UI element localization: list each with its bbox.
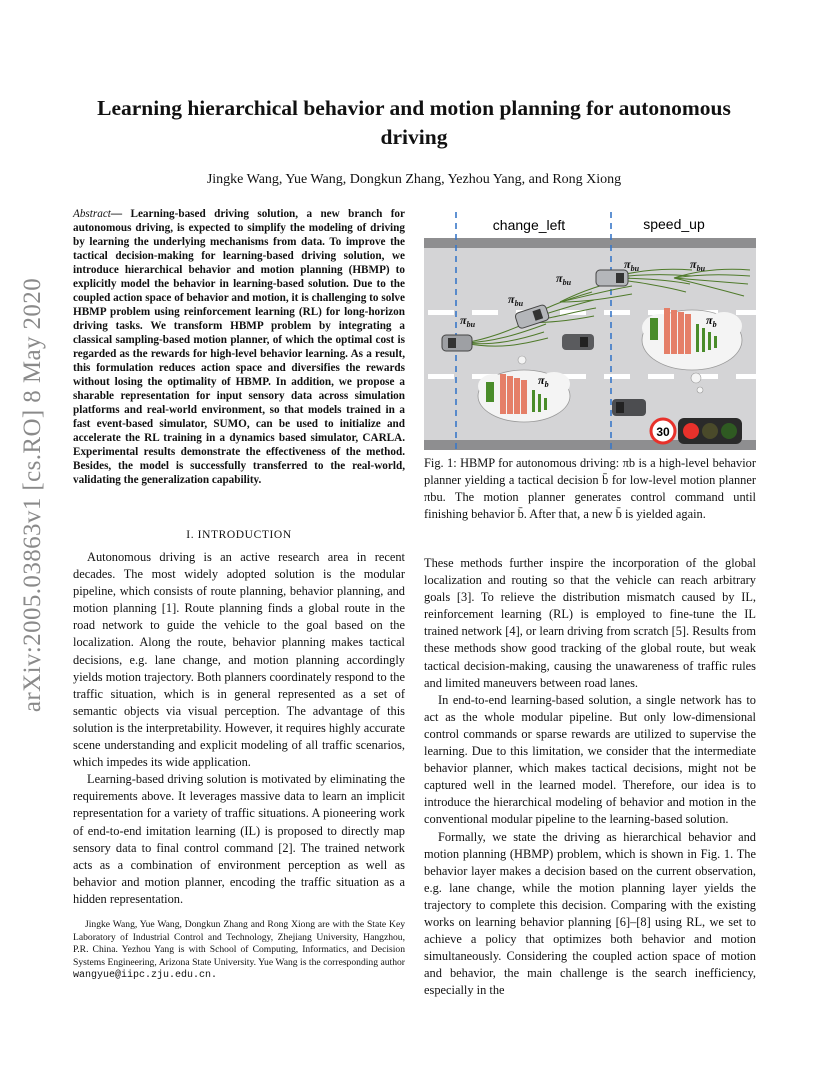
footnote-email: wangyue@iipc.zju.edu.cn. <box>73 970 218 981</box>
left-column-body <box>73 549 405 908</box>
figure-caption: Fig. 1: HBMP for autonomous driving: πb is a high-level behavior planner yielding a tactical decision b̄ for low-level motion planner πbu. The motion planner generates control command until finishing behavior b̄. After that, a new b̄ is yielded again. <box>424 456 756 522</box>
speed-limit-sign <box>651 419 675 443</box>
pi-bu-label: $\pi_{bu}$ <box>508 292 524 308</box>
arxiv-identifier <box>8 277 58 713</box>
paragraph: These methods further inspire the incorporation of the global localization and routing so that the vehicle can reach arbitrary goals [3]. To relieve the distribution mismatch caused by IL, reinforcement learning (RL) is employed to fine-tune the IL trained network [4], or learn driving from scratch [5]. Results from these methods show good tracking of the global route, but weak tactical decision-making, causing the unawareness of traffic rules and limited maneuvers between road lanes. <box>424 556 756 690</box>
footnote-text: Jingke Wang, Yue Wang, Dongkun Zhang and Rong Xiong are with the State Key Laboratory of Industrial Control and Technology, Zhejiang University, Hangzhou, P.R. China. Yezhou Yang is with School of Computing, Informatics, and Decision Systems Engineering, Arizona State University. Yue Wang is the corresponding author <box>73 919 405 968</box>
label-change-left: change_left <box>492 217 566 233</box>
footnote <box>73 919 405 983</box>
traffic-car <box>562 334 594 350</box>
traffic-car <box>612 399 646 416</box>
traffic-light <box>678 418 742 444</box>
pi-b-label: $\pi_b$ <box>538 373 549 389</box>
ego-car <box>442 335 472 351</box>
pi-bu-label: $\pi_{bu}$ <box>556 271 572 287</box>
abstract <box>73 207 405 487</box>
pi-bu-label: $\pi_{bu}$ <box>460 313 476 329</box>
right-column-body <box>424 555 756 999</box>
figure-hbmp-illustration <box>424 212 756 450</box>
pi-b-label: $\pi_b$ <box>706 313 717 329</box>
label-speed-up: speed_up <box>643 216 705 232</box>
paper-title: Learning hierarchical behavior and motion planning for autonomous driving <box>97 96 731 149</box>
section-heading-introduction: I. INTRODUCTION <box>186 529 292 541</box>
paragraph: In end-to-end learning-based solution, a single network has to act as the whole modular pipeline. But only low-dimensional control commands or sparse rewards are utilized to supervise the learning. Due to this limitation, we consider that the intermediate behavior planner, which makes tactical decisions, might not be captured well in the learned model. Therefore, our idea is to introduce the hierarchical modeling of behavior and motion in the conventional modular pipeline to the learning-based solution. <box>424 692 756 827</box>
pi-bu-label: $\pi_{bu}$ <box>690 257 706 273</box>
paragraph: Learning-based driving solution is motivated by eliminating the requirements above. It leverages massive data to learn an implicit representation for a variety of traffic situations. A pioneering work of end-to-end imitation learning (IL) is proposed to directly map sensory data to final control command [2]. The trained network acts as a combination of environment perception as well as behavior and motion planner, encoding the traffic situation as a hidden representation. <box>73 772 405 906</box>
author-list: Jingke Wang, Yue Wang, Dongkun Zhang, Yezhou Yang, and Rong Xiong <box>206 172 622 187</box>
ego-car <box>596 270 628 286</box>
paragraph: Formally, we state the driving as hierarchical behavior and motion planning (HBMP) problem, which is shown in Fig. 1. The behavior layer makes a decision based on the current observation, e.g. lane change, while the motion planning layer yields the trajectory to complete this decision. Comparing with the existing works on learning behavior planning [6]–[8] using RL, we set to achieve a policy that optimizes both behavior and motion simultaneously. Considering the coupled action space of motion and behavior, the main challenge is the search inefficiency, especially in the <box>424 829 756 998</box>
paragraph: Autonomous driving is an active research area in recent decades. The most widely adopted solution is the modular pipeline, which consists of route planning, behavior planning, and motion planning [1]. Route planning finds a global route in the road network to guide the vehicle to the goal based on the localization. Along the route, behavior planning makes tactical decisions, e.g. lane change, and motion planning accordingly yields motion trajectory. Both planners coordinately respond to the traffic situation, which is in general represented as a set of semantic objects via visual perception. The advantage of this solution is the interpretability. However, it requires highly accurate scene understanding and explicit modeling of all traffic scenarios, which impedes its wide application. <box>73 550 405 770</box>
abstract-text: — Learning-based driving solution, a new branch for autonomous driving, is expected to simplify the modeling of driving by learning the underlying mechanisms from data. To improve the tactical decision-making for learning-based driving solution, we introduce hierarchical behavior and motion planning (HBMP) to explicitly model the behavior in learning-based solution. Due to the coupled action space of behavior and motion, it is challenging to solve HBMP problem using reinforcement learning (RL) for long-horizon driving tasks. We transform HBMP problem by integrating a classical sampling-based motion planner, of which the optimal cost is regarded as the rewards for high-level behavior learning. As a result, this formulation reduces action space and diversifies the rewards without losing the optimality of HBMP. In addition, we propose a sharable representation for input sensory data across simulation platforms and real-world environment, so that models trained in a fast event-based simulator, SUMO, can be used to initialize and accelerate the RL training in a dynamics based simulator, CARLA. Experimental results demonstrate the effectiveness of the method. Besides, the model is successfully transferred to the real-world, validating the generalization capability. <box>73 208 405 486</box>
pi-bu-label: $\pi_{bu}$ <box>624 257 640 273</box>
svg-text:30: 30 <box>656 425 670 439</box>
abstract-label: Abstract <box>73 208 111 220</box>
arxiv-identifier-text: arXiv:2005.03863v1 [cs.RO] 8 May 2020 <box>19 277 46 713</box>
